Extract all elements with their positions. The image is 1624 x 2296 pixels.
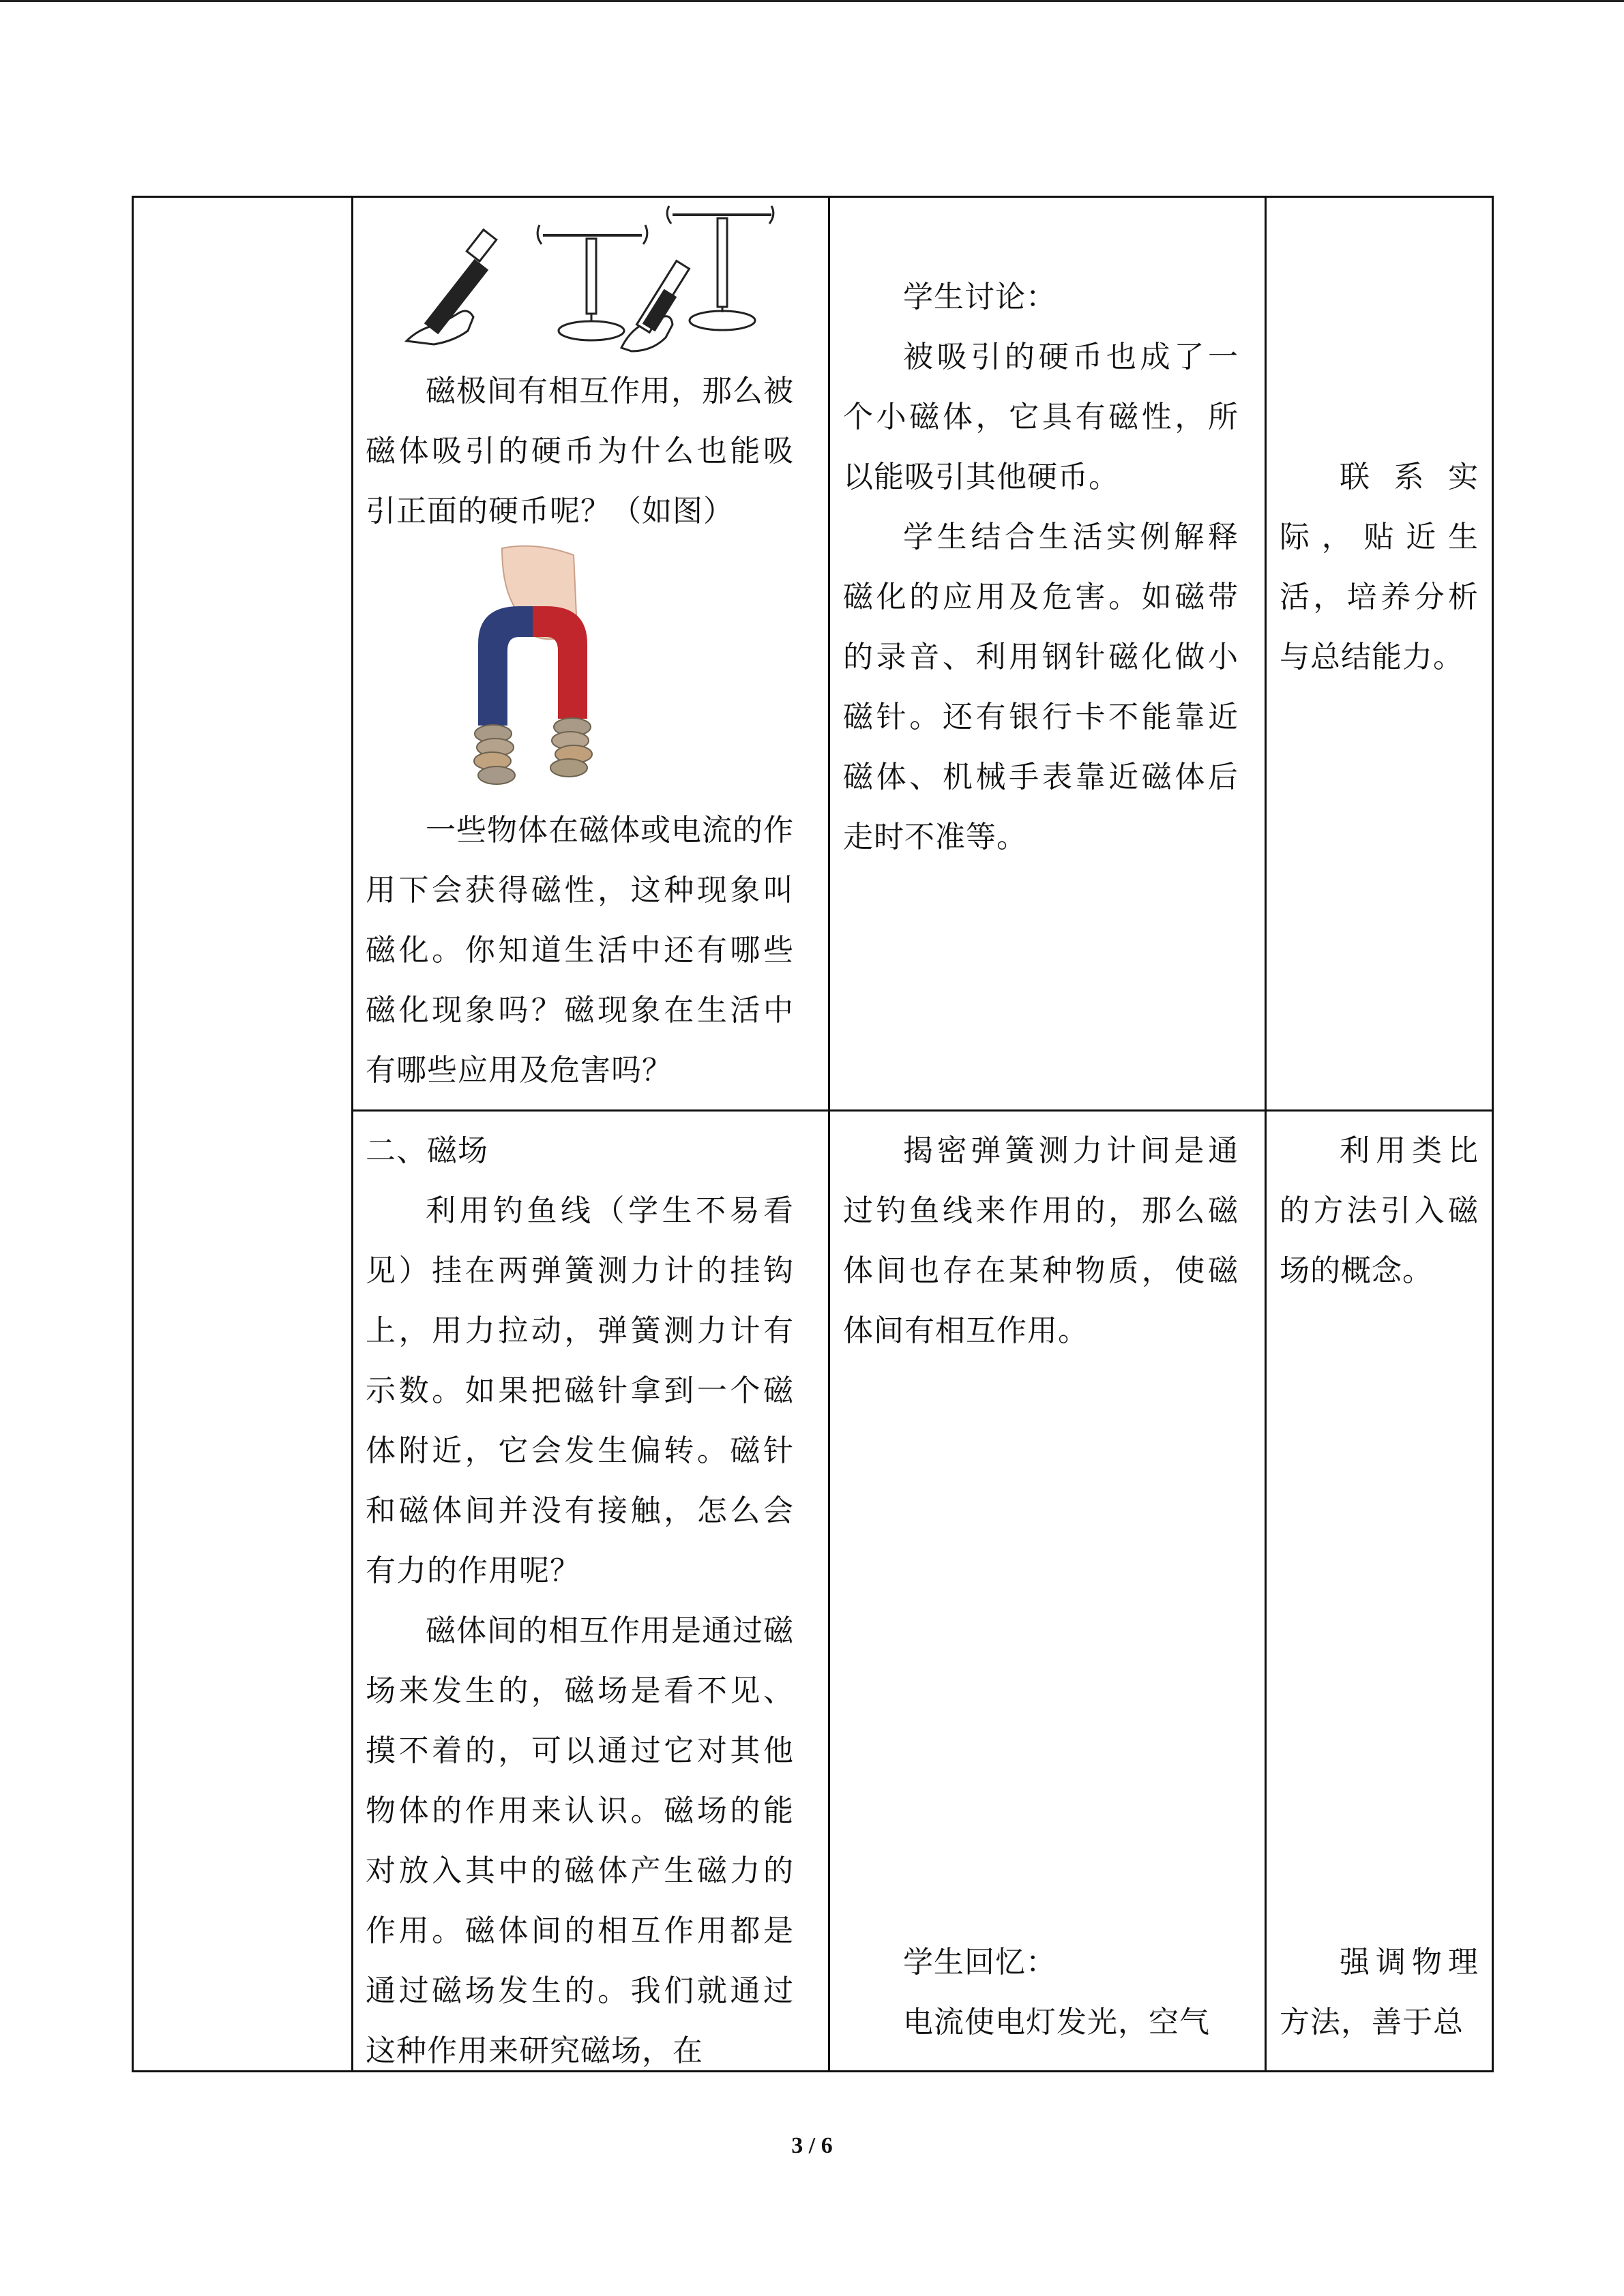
paragraph-magnetization: 一些物体在磁体或电流的作用下会获得磁性，这种现象叫磁化。你知道生活中还有哪些磁化现象吗？磁现象在生活中有哪些应用及危害吗？: [366, 813, 794, 1088]
paragraph-coin-magnet: 被吸引的硬币也成了一个小磁体，它具有磁性，所以能吸引其他硬币。: [843, 340, 1239, 494]
table-left-border: [132, 196, 134, 2072]
horseshoe-magnet-coins-photo: [454, 541, 611, 801]
table-bottom-border: [132, 2070, 1494, 2072]
paragraph-fishing-line-experiment: 利用钓鱼线（学生不易看见）挂在两弹簧测力计的挂钩上，用力拉动，弹簧测力计有示数。如果把磁针拿到一个磁体附近，它会发生偏转。磁针和磁体间并没有接触，怎么会有力的作用呢？: [366, 1193, 794, 1588]
cell-teacher-activity-top: [366, 205, 794, 1101]
page-number: 3 / 6: [791, 2133, 833, 2158]
cell-teacher-activity-bottom: [366, 1121, 794, 2081]
student-discussion-heading: 学生讨论：: [903, 280, 1057, 314]
cell-student-activity-bottom: [843, 1121, 1239, 2040]
table-col-divider-2: [828, 196, 830, 2072]
paragraph-current-lamp: 电流使电灯发光，空气: [903, 2005, 1210, 2040]
paragraph-magnetic-interaction: 磁极间有相互作用，那么被磁体吸引的硬币为什么也能吸引正面的硬币呢？（如图）: [366, 374, 794, 528]
paragraph-reveal-spring-scale: 揭密弹簧测力计间是通过钓鱼线来作用的，那么磁体间也存在某种物质，使磁体间有相互作用。: [843, 1133, 1239, 1348]
paragraph-magnetization-examples: 学生结合生活实例解释磁化的应用及危害。如磁带的录音、利用钢针磁化做小磁针。还有银行卡不能靠近磁体、机械手表靠近磁体后走时不准等。: [843, 520, 1239, 854]
cell-design-intent-top: [1280, 447, 1479, 687]
cell-design-intent-bottom: [1280, 1121, 1479, 2040]
table-row-divider: [351, 1109, 1494, 1112]
section-heading-magnetic-field: 二、磁场: [366, 1133, 488, 1168]
paragraph-real-life-connection: 联系实际，贴近生活，培养分析与总结能力。: [1280, 460, 1479, 674]
page-top-border: [0, 0, 1624, 2]
balance-magnet-illustration: [393, 205, 775, 361]
paragraph-physics-method: 强调物理方法，善于总: [1280, 1945, 1479, 2040]
cell-student-activity-top: [843, 267, 1239, 867]
student-recall-heading: 学生回忆：: [903, 1945, 1057, 1980]
table-col-divider-3: [1265, 196, 1267, 2072]
table-col-divider-1: [351, 196, 353, 2072]
table-top-border: [132, 196, 1494, 198]
table-right-border: [1492, 196, 1494, 2072]
paragraph-magnetic-field-concept: 磁体间的相互作用是通过磁场来发生的，磁场是看不见、摸不着的，可以通过它对其他物体的作用来认识。磁场的能对放入其中的磁体产生磁力的作用。磁体间的相互作用都是通过磁场发生的。我们就通过这种作用来研究磁场，在: [366, 1613, 794, 2068]
paragraph-analogy-method: 利用类比的方法引入磁场的概念。: [1280, 1133, 1479, 1288]
